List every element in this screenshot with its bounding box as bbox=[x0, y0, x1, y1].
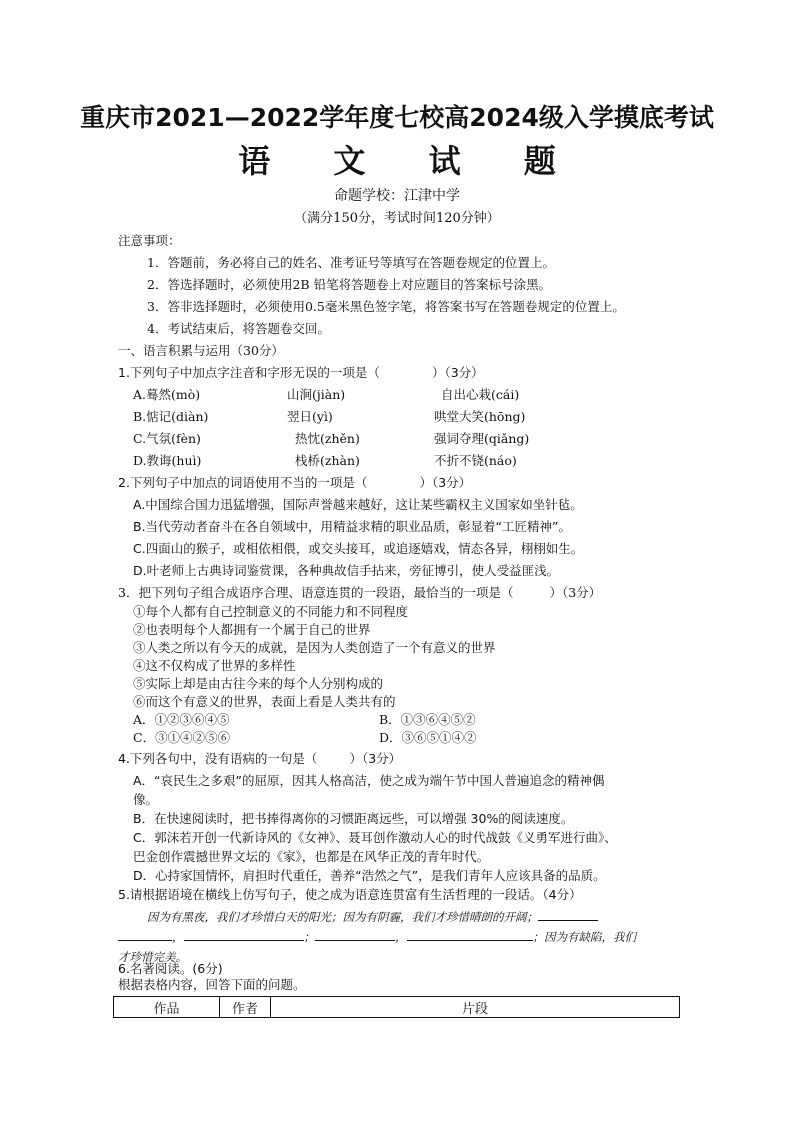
q6-instruction: 根据表格内容，回答下面的问题。 bbox=[118, 977, 306, 992]
question-2-stem bbox=[118, 474, 471, 492]
q3-option-a: A．①②③⑥④⑤ bbox=[133, 712, 230, 727]
answer-blank[interactable] bbox=[538, 908, 598, 921]
answer-blank[interactable] bbox=[118, 928, 172, 941]
q1-option-a-word3: 自出心栽(cái) bbox=[441, 387, 520, 402]
q1-option-a: A.蓦然(mò) bbox=[133, 387, 201, 402]
question-3-stem bbox=[118, 584, 601, 602]
q2-option-b: B.当代劳动者奋斗在各自领域中，用精益求精的职业品质，彰显着“工匠精神”。 bbox=[133, 519, 572, 534]
stem-text: 4.下列各句中，没有语病的一句是（ bbox=[118, 751, 318, 766]
notice-item: 2．答选择题时，必须使用2B 铅笔将答题卷上对应题目的答案标号涂黑。 bbox=[147, 277, 552, 292]
q4-option-d: D．心持家国情怀，肩担时代重任，善养“浩然之气”，是我们青年人应该具备的品质。 bbox=[133, 868, 606, 883]
q2-option-c: C.四面山的猴子，或相依相偎，或交头接耳，或追逐嬉戏，情态各异，栩栩如生。 bbox=[133, 541, 584, 556]
q5-tail-text: ；因为有缺陷，我们 bbox=[532, 930, 636, 944]
stem-score: ）（3分） bbox=[549, 585, 602, 600]
col-header-author: 作者 bbox=[220, 997, 271, 1018]
q3-sentence: ④这不仅构成了世界的多样性 bbox=[133, 658, 296, 673]
table-header-row bbox=[114, 997, 680, 1018]
q5-context-text: 因为有黑夜，我们才珍惜白天的阳光；因为有阴霾，我们才珍惜晴朗的开阔； bbox=[147, 910, 538, 924]
answer-blank[interactable] bbox=[315, 928, 395, 941]
answer-blank[interactable] bbox=[407, 928, 533, 941]
q3-sentence: ⑤实际上却是由古往今来的每个人分别构成的 bbox=[133, 676, 384, 691]
q4-option-c-cont: 巴金创作震撼世界文坛的《家》，也都是在风华正茂的青年时代。 bbox=[133, 849, 490, 864]
q1-option-b: B.惦记(diàn) bbox=[133, 409, 209, 424]
col-header-work: 作品 bbox=[114, 997, 220, 1018]
q3-option-d: D．③⑥⑤①④② bbox=[379, 730, 477, 745]
stem-score: ）（3分） bbox=[431, 365, 484, 380]
question-5-stem: 5.请根据语境在横线上仿写句子，使之成为语意连贯富有生活哲理的一段话。（4分） bbox=[118, 887, 582, 902]
section-title: 一、语言积累与运用（30分） bbox=[118, 343, 284, 358]
stem-score: ）（3分） bbox=[349, 751, 402, 766]
question-1-stem bbox=[118, 364, 484, 382]
stem-text: 1.下列句子中加点字注音和字形无误的一项是（ bbox=[118, 365, 380, 380]
notice-item: 3．答非选择题时，必须使用0.5毫米黑色签字笔，将答案书写在答题卷规定的位置上。 bbox=[147, 299, 625, 314]
q1-option-d-word2: 栈桥(zhàn) bbox=[295, 453, 360, 468]
q2-option-a: A.中国综合国力迅猛增强，国际声誉越来越好，这让某些霸权主义国家如坐针毡。 bbox=[133, 497, 583, 512]
q1-option-d-word3: 不折不铙(náo) bbox=[434, 453, 517, 468]
col-header-excerpt: 片段 bbox=[271, 997, 680, 1018]
stem-text: 3．把下列句子组合成语序合理、语意连贯的一段语，最恰当的一项是（ bbox=[118, 585, 514, 600]
q3-sentence: ⑥而这个有意义的世界，表面上看是人类共有的 bbox=[133, 694, 396, 709]
stem-score: ）（3分） bbox=[419, 475, 472, 490]
q4-option-a-cont: 像。 bbox=[133, 792, 159, 807]
notice-item: 4．考试结束后，将答题卷交回。 bbox=[147, 321, 330, 336]
q3-sentence: ③人类之所以有今天的成就，是因为人类创造了一个有意义的世界 bbox=[133, 640, 496, 655]
q4-option-c: C．郭沫若开创一代新诗风的《女神》、聂耳创作激动人心的时代战鼓《义勇军进行曲》、 bbox=[133, 830, 617, 845]
setter-school: 命题学校：江津中学 bbox=[334, 188, 460, 204]
q3-sentence: ②也表明每个人都拥有一个属于自己的世界 bbox=[133, 622, 371, 637]
q5-context-line bbox=[147, 908, 598, 926]
q3-sentence: ①每个人都有自己控制意义的不同能力和不同程度 bbox=[133, 604, 409, 619]
notice-item: 1．答题前，务必将自己的姓名、准考证号等填写在答题卷规定的位置上。 bbox=[147, 255, 555, 270]
question-4-stem bbox=[118, 750, 401, 768]
q1-option-d: D.教诲(huì) bbox=[133, 453, 202, 468]
score-time-note: （满分150分，考试时间120分钟） bbox=[294, 211, 500, 226]
q2-option-d: D.叶老师上古典诗词鉴赏课，各种典故信手拈来，旁征博引，使人受益匪浅。 bbox=[133, 563, 560, 578]
stem-text: 2.下列句子中加点的词语使用不当的一项是（ bbox=[118, 475, 368, 490]
q4-option-a: A．“哀民生之多艰”的屈原，因其人格高洁，使之成为端午节中国人普遍追念的精神偶 bbox=[133, 773, 605, 788]
exam-title: 重庆市2021—2022学年度七校高2024级入学摸底考试 bbox=[80, 103, 714, 132]
q1-option-a-word2: 山涧(jiàn) bbox=[287, 387, 346, 402]
q5-blank-line: ， ； ， ；因为有缺陷，我们 bbox=[118, 928, 636, 946]
question-6-stem: 6.名著阅读。(6分) bbox=[118, 961, 223, 976]
q5-context-end: 才珍惜完美。 bbox=[118, 950, 187, 964]
q1-option-c: C.气氛(fèn) bbox=[133, 431, 201, 446]
works-table bbox=[113, 996, 680, 1018]
q4-option-b: B．在快速阅读时，把书捧得离你的习惯距离远些，可以增强 30%的阅读速度。 bbox=[133, 811, 574, 826]
q1-option-b-word2: 翌日(yì) bbox=[287, 409, 333, 424]
subject-title: 语 文 试 题 bbox=[238, 142, 582, 180]
q3-option-b: B．①③⑥④⑤② bbox=[379, 712, 476, 727]
q3-option-c: C．③①④②⑤⑥ bbox=[133, 730, 231, 745]
q1-option-c-word3: 强词夺理(qiǎng) bbox=[434, 431, 530, 446]
q1-option-b-word3: 哄堂大笑(hōng) bbox=[434, 409, 526, 424]
notice-label: 注意事项： bbox=[118, 233, 181, 248]
answer-blank[interactable] bbox=[184, 928, 304, 941]
q1-option-c-word2: 热忱(zhěn) bbox=[295, 431, 360, 446]
